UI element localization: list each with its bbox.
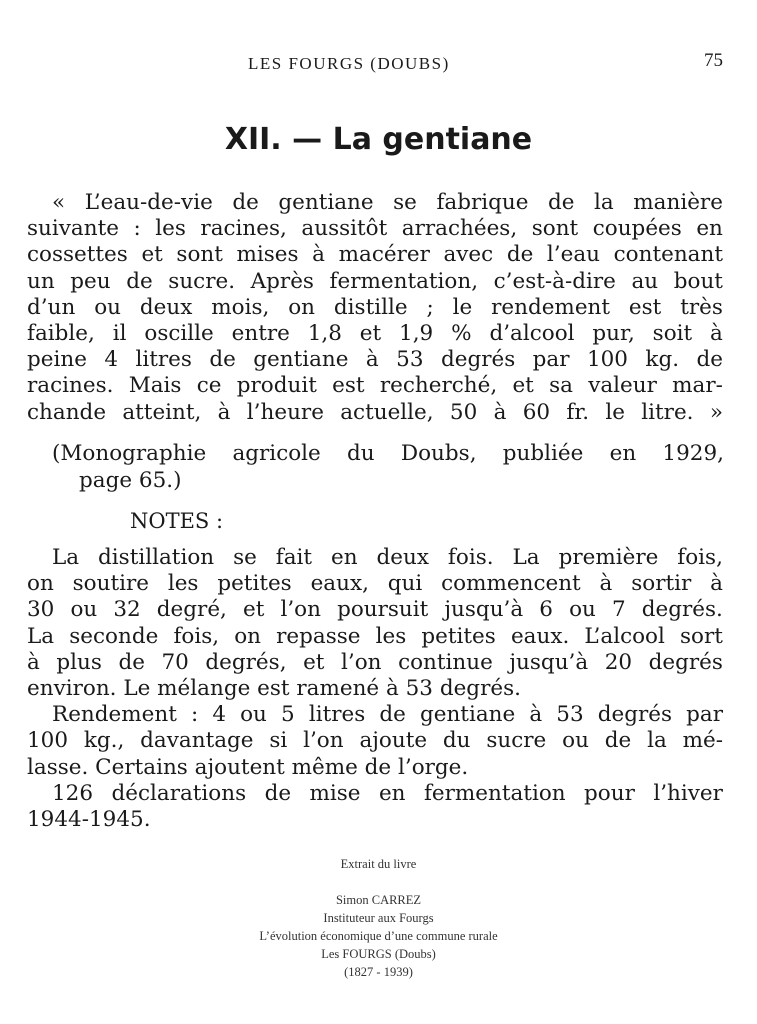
extract-place: Les FOURGS (Doubs) <box>321 947 436 961</box>
page-header <box>0 50 757 80</box>
spacer <box>0 873 757 891</box>
quote-line: faible, il oscille entre 1,8 et 1,9 % d’alcool pur, soit à <box>27 321 723 347</box>
notes-line: Rendement : 4 ou 5 litres de gentiane à 53 degrés par <box>52 702 723 728</box>
citation-line: page 65.) <box>79 468 182 493</box>
quote-line: suivante : les racines, aussitôt arrachées, sont coupées en <box>27 216 723 242</box>
page-number: 75 <box>704 50 723 71</box>
quote-paragraph <box>27 190 723 426</box>
notes-line: 30 ou 32 degré, et l’on poursuit jusqu’à 6 ou 7 degrés. <box>27 597 723 623</box>
notes-paragraph <box>27 545 723 833</box>
notes-line: on soutire les petites eaux, qui commencent à sortir à <box>27 571 723 597</box>
extract-role: Instituteur aux Fourgs <box>323 911 434 925</box>
quote-line: d’un ou deux mois, on distille ; le rendement est très <box>27 294 723 320</box>
citation-line: (Monographie agricole du Doubs, publiée en 1929, <box>52 441 724 466</box>
notes-heading: NOTES : <box>130 509 224 533</box>
notes-line: environ. Le mélange est ramené à 53 degrés. <box>27 676 521 702</box>
notes-line: La distillation se fait en deux fois. La première fois, <box>52 545 723 570</box>
quote-line: cossettes et sont mises à macérer avec de l’eau contenant <box>27 242 723 268</box>
citation <box>52 440 724 494</box>
running-head: LES FOURGS (DOUBS) <box>248 54 450 73</box>
notes-line: 126 déclarations de mise en fermentation pour l’hiver <box>52 780 723 806</box>
extract-author: Simon CARREZ <box>335 893 422 907</box>
notes-line: 100 kg., davantage si l’on ajoute du sucre ou de la mé- <box>27 728 723 754</box>
quote-line: un peu de sucre. Après fermentation, c’est-à-dire au bout <box>27 268 723 294</box>
quote-line: chande atteint, à l’heure actuelle, 50 à 60 fr. le litre. » <box>27 399 723 425</box>
extract-years: (1827 - 1939) <box>344 965 413 979</box>
book-extract-credit <box>0 855 757 981</box>
quote-line: peine 4 litres de gentiane à 53 degrés par 100 kg. de <box>27 347 723 373</box>
extract-label: Extrait du livre <box>340 857 417 871</box>
quote-line: racines. Mais ce produit est recherché, et sa valeur mar- <box>27 373 723 399</box>
notes-line: à plus de 70 degrés, et l’on continue jusqu’à 20 degrés <box>27 649 723 675</box>
extract-book-title: L’évolution économique d’une commune rurale <box>259 929 498 943</box>
notes-line: lasse. Certains ajoutent même de l’orge. <box>27 754 469 780</box>
chapter-title: XII. — La gentiane <box>224 122 533 157</box>
notes-line: 1944-1945. <box>27 807 151 833</box>
notes-line: La seconde fois, on repasse les petites eaux. L’alcool sort <box>27 623 723 649</box>
quote-line: « L’eau-de-vie de gentiane se fabrique de la manière <box>52 190 723 215</box>
